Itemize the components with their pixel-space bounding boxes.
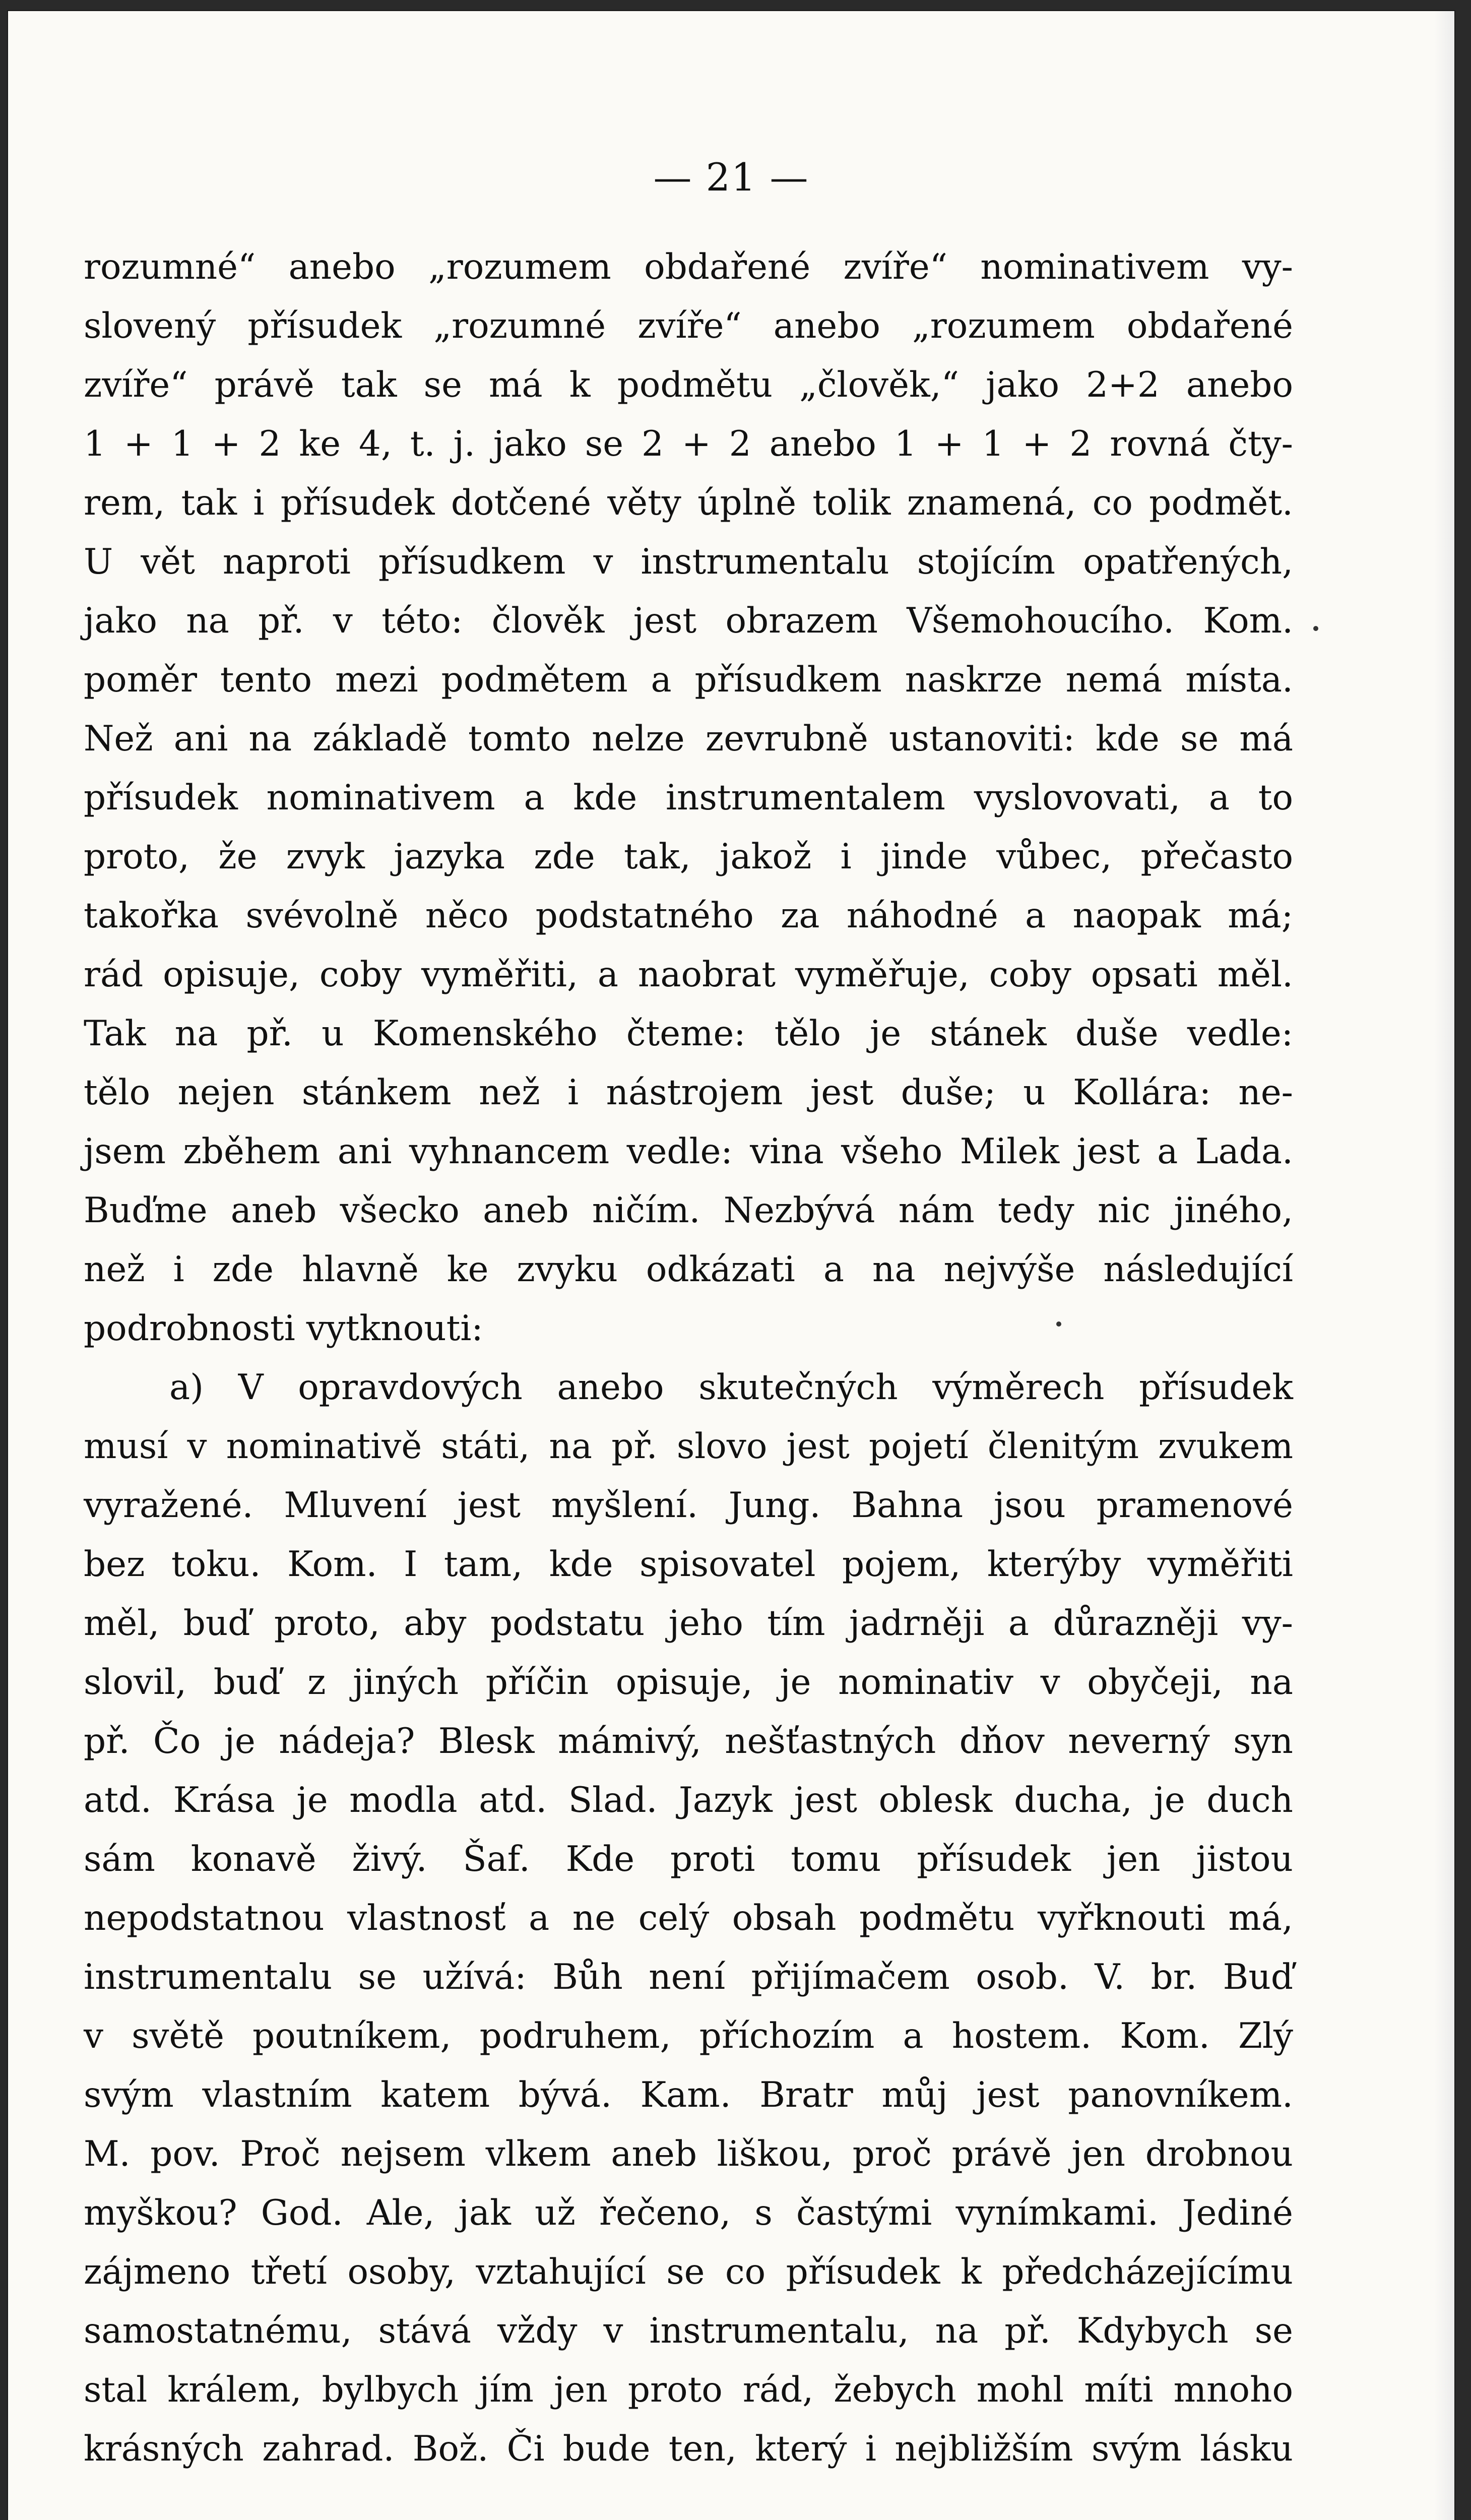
text-line: takořka svévolně něco podstatného za náhodné a naopak má;	[84, 896, 1293, 936]
book-page	[8, 11, 1454, 2520]
text-line: zvíře“ právě tak se má k podmětu „člověk,“ jako 2+2 anebo	[84, 365, 1293, 405]
text-line: podrobnosti vytknouti:	[84, 1308, 483, 1349]
text-line: poměr tento mezi podmětem a přísudkem naskrze nemá místa.	[84, 660, 1293, 700]
text-line: svým vlastním katem bývá. Kam. Bratr můj jest panovníkem.	[84, 2075, 1293, 2115]
text-line: stal králem, bylbych jím jen proto rád, žebych mohl míti mnoho	[84, 2370, 1293, 2410]
text-line: př. Čo je nádeja? Blesk mámivý, nešťastných dňov neverný syn	[84, 1721, 1293, 1761]
text-line: slovený přísudek „rozumné zvíře“ anebo „rozumem obdařené	[84, 306, 1293, 346]
paragraph	[84, 1358, 1293, 2479]
text-line: vyražené. Mluvení jest myšlení. Jung. Bahna jsou pramenové	[84, 1485, 1293, 1526]
text-line: tělo nejen stánkem než i nástrojem jest duše; u Kollára: ne-	[84, 1073, 1293, 1113]
text-line: rozumné“ anebo „rozumem obdařené zvíře“ nominativem vy-	[84, 247, 1293, 287]
text-line: samostatnému, stává vždy v instrumentalu, na př. Kdybych se	[84, 2311, 1293, 2351]
text-line: U vět naproti přísudkem v instrumentalu stojícím opatřených,	[84, 542, 1293, 582]
text-line: M. pov. Proč nejsem vlkem aneb liškou, proč právě jen drobnou	[84, 2134, 1293, 2174]
text-line: Než ani na základě tomto nelze zevrubně ustanoviti: kde se má	[84, 719, 1293, 759]
text-line: v světě poutníkem, podruhem, příchozím a hostem. Kom. Zlý	[84, 2016, 1293, 2056]
text-line: bez toku. Kom. I tam, kde spisovatel pojem, kterýby vyměřiti	[84, 1544, 1293, 1585]
page-edge-shadow	[1434, 11, 1454, 2520]
text-line: sám konavě živý. Šaf. Kde proti tomu přísudek jen jistou	[84, 1839, 1293, 1879]
text-line: instrumentalu se užívá: Bůh není přijímačem osob. V. br. Buď	[84, 1957, 1293, 1997]
text-line: atd. Krása je modla atd. Slad. Jazyk jest oblesk ducha, je duch	[84, 1780, 1293, 1820]
text-line: slovil, buď z jiných příčin opisuje, je nominativ v obyčeji, na	[84, 1662, 1293, 1703]
paragraph-container	[84, 238, 1293, 2479]
page-number: — 21 —	[653, 155, 809, 200]
text-line: zájmeno třetí osoby, vztahující se co přísudek k předcházejícímu	[84, 2252, 1293, 2292]
text-line: a) V opravdových anebo skutečných výměrech přísudek	[169, 1367, 1293, 1408]
text-line: jsem zběhem ani vyhnancem vedle: vina všeho Milek jest a Lada.	[84, 1131, 1293, 1172]
body-text	[84, 238, 1293, 2479]
paragraph	[84, 238, 1293, 1358]
text-line: Buďme aneb všecko aneb ničím. Nezbývá nám tedy nic jiného,	[84, 1190, 1293, 1231]
text-line: měl, buď proto, aby podstatu jeho tím jadrněji a důrazněji vy-	[84, 1603, 1293, 1644]
text-line: nepodstatnou vlastnosť a ne celý obsah podmětu vyřknouti má,	[84, 1898, 1293, 1938]
text-line: než i zde hlavně ke zvyku odkázati a na nejvýše následující	[84, 1249, 1293, 1290]
paper-speck	[1313, 626, 1318, 631]
text-line: rád opisuje, coby vyměřiti, a naobrat vyměřuje, coby opsati měl.	[84, 955, 1293, 995]
text-line: krásných zahrad. Bož. Či bude ten, který i nejbližším svým lásku	[84, 2429, 1293, 2469]
text-line: myškou? God. Ale, jak už řečeno, s častými vynímkami. Jediné	[84, 2193, 1293, 2233]
paper-speck	[1056, 1321, 1061, 1327]
text-line: přísudek nominativem a kde instrumentalem vyslovovati, a to	[84, 778, 1293, 818]
text-line: rem, tak i přísudek dotčené věty úplně tolik znamená, co podmět.	[84, 483, 1293, 523]
text-line: musí v nominativě státi, na př. slovo jest pojetí členitým zvukem	[84, 1426, 1293, 1467]
text-line: 1 + 1 + 2 ke 4, t. j. jako se 2 + 2 anebo 1 + 1 + 2 rovná čty-	[84, 424, 1293, 464]
text-line: Tak na př. u Komenského čteme: tělo je stánek duše vedle:	[84, 1014, 1293, 1054]
text-line: jako na př. v této: člověk jest obrazem Všemohoucího. Kom.	[84, 601, 1293, 641]
text-line: proto, že zvyk jazyka zde tak, jakož i jinde vůbec, přečasto	[84, 837, 1293, 877]
